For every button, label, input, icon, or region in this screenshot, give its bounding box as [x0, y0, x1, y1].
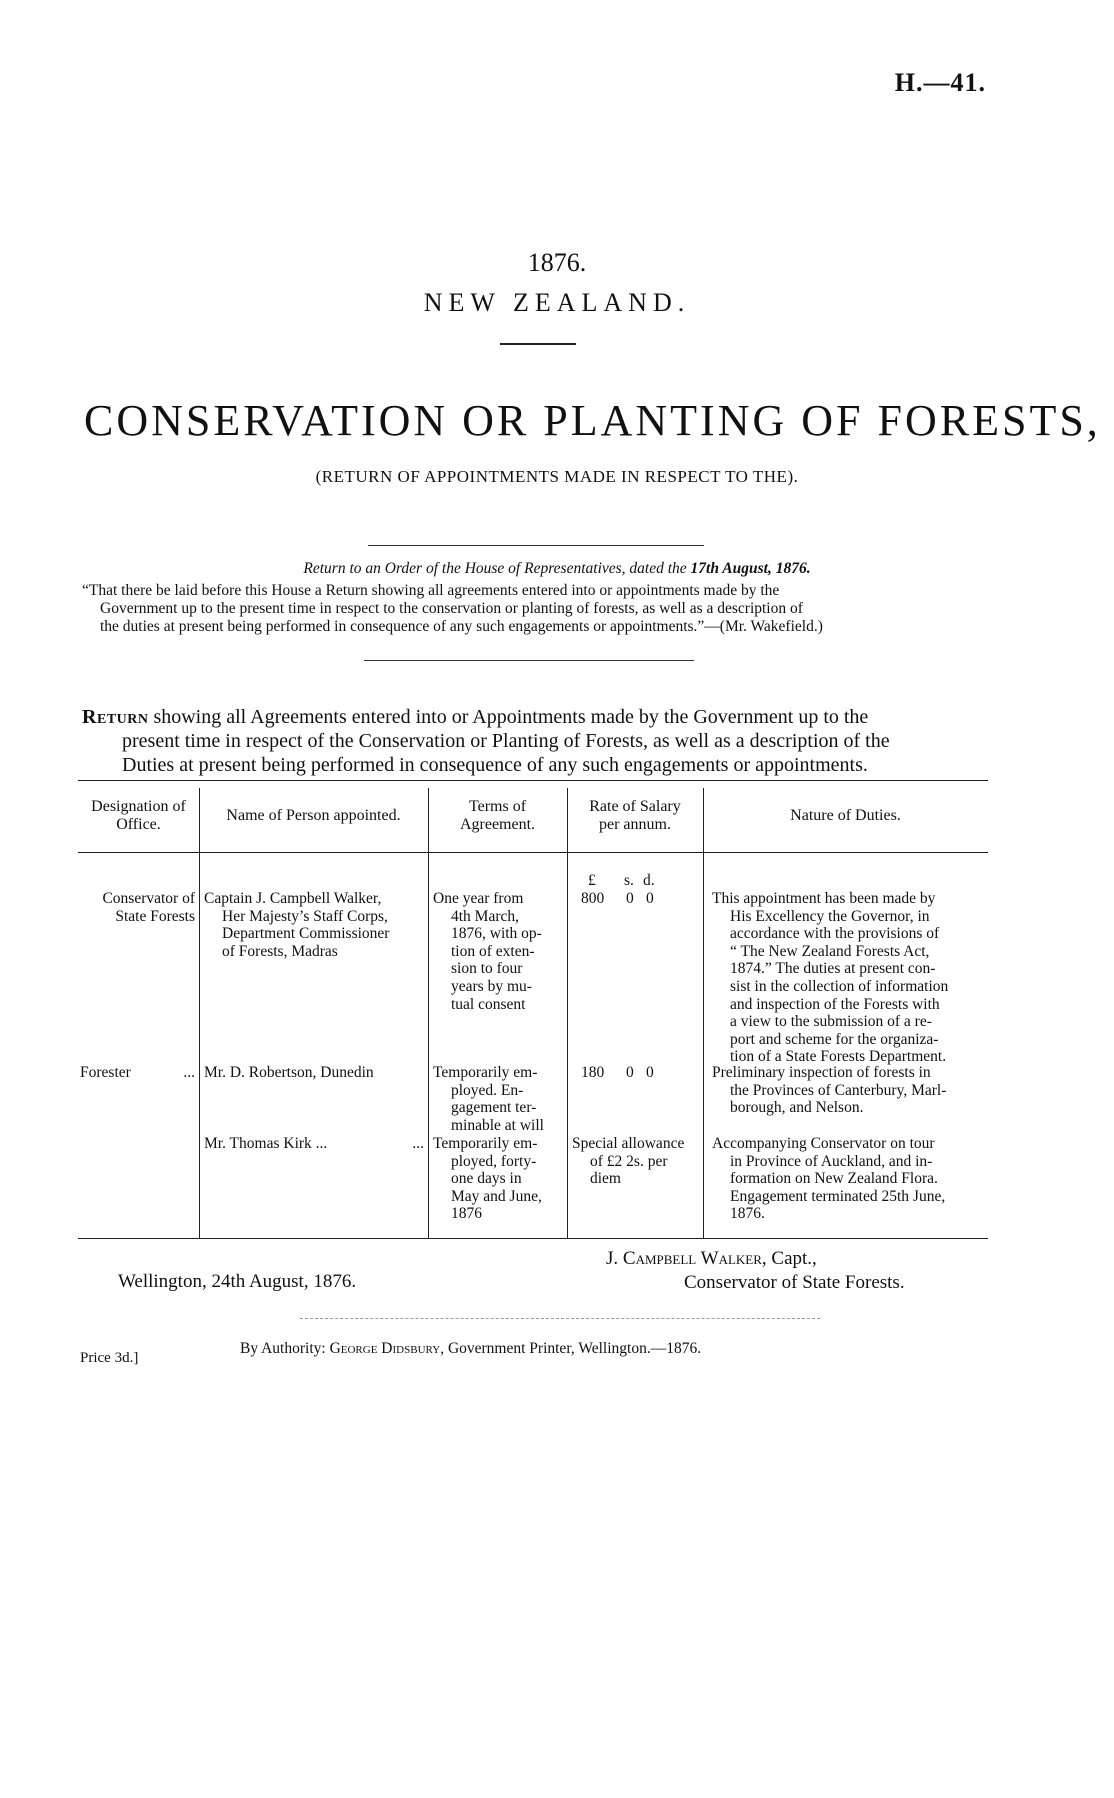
salary-cell: [572, 1135, 700, 1188]
subtitle: (RETURN OF APPOINTMENTS MADE IN RESPECT TO THE).: [315, 467, 799, 486]
appointments-table: [78, 780, 988, 1240]
signatory-initial: J.: [606, 1248, 623, 1269]
salary-pence: 0: [646, 1064, 654, 1081]
column-divider: [567, 788, 568, 1238]
name-cell: [204, 1064, 424, 1082]
cell-line: 4th March,: [451, 907, 520, 925]
quote-line: “That there be laid before this House a Return showing all agreements entered into or appointments made by the: [82, 582, 780, 599]
pence-label: d.: [643, 872, 655, 889]
printer-prefix: By Authority:: [240, 1340, 330, 1357]
cell-line: 1874.” The duties at present con-: [730, 960, 936, 978]
order-reference: [0, 560, 1114, 578]
designation-cell: [80, 1064, 195, 1082]
printer-suffix: , Government Printer, Wellington.—1876.: [440, 1340, 702, 1357]
cell-line: Mr. Thomas Kirk ...: [204, 1135, 328, 1152]
header-designation: [78, 798, 199, 834]
cell-line: years by mu-: [451, 977, 532, 995]
order-date: 17th August, 1876.: [690, 560, 811, 577]
salary-pounds: 800: [581, 890, 605, 907]
cell-line: ployed. En-: [451, 1081, 524, 1099]
document-reference: H.—41.: [894, 68, 986, 97]
name-cell: [204, 890, 424, 960]
signatory: [606, 1248, 817, 1270]
main-title: CONSERVATION OR PLANTING OF FORESTS,: [84, 396, 1101, 445]
terms-cell: [433, 1064, 561, 1134]
cell-line: borough, and Nelson.: [730, 1099, 864, 1117]
cell-line: Engagement terminated 25th June,: [730, 1187, 946, 1205]
cell-line: gagement ter-: [451, 1099, 537, 1117]
name-cell: [204, 1135, 424, 1153]
cell-line: tion of a State Forests Department.: [730, 1048, 947, 1066]
order-quote: [82, 582, 992, 636]
header-duties: Nature of Duties.: [790, 807, 901, 824]
leader-dots: ...: [183, 1064, 195, 1081]
signatory-title: Conservator of State Forests.: [684, 1272, 905, 1293]
header-text: Office.: [116, 816, 161, 833]
cell-line: His Excellency the Governor, in: [730, 907, 930, 925]
table-top-rule: [78, 780, 988, 781]
cell-line: This appointment has been made by: [712, 890, 936, 907]
return-line: Duties at present being performed in consequence of any such engagements or appointments.: [122, 754, 868, 776]
header-text: Agreement.: [459, 816, 536, 833]
cell-line: tual consent: [451, 995, 526, 1013]
cell-line: accordance with the provisions of: [730, 925, 940, 943]
cell-line: 1876, with op-: [451, 925, 542, 943]
cell-line: sist in the collection of information: [730, 977, 949, 995]
duties-cell: [712, 1135, 984, 1223]
cell-line: diem: [590, 1170, 621, 1188]
duties-cell: [712, 1064, 984, 1117]
terms-cell: [433, 1135, 561, 1223]
cell-line: of Forests, Madras: [222, 942, 338, 960]
cell-line: tion of exten-: [451, 942, 535, 960]
cell-line: 1876: [451, 1205, 482, 1223]
place-date: Wellington, 24th August, 1876.: [118, 1271, 357, 1292]
cell-line: a view to the submission of a re-: [730, 1013, 932, 1031]
designation-cell: [80, 890, 195, 925]
divider-dashed: [300, 1318, 820, 1319]
cell-line: Her Majesty’s Staff Corps,: [222, 907, 388, 925]
cell-line: 1876.: [730, 1205, 765, 1223]
cell-line: the Provinces of Canterbury, Marl-: [730, 1081, 947, 1099]
table-header-rule: [78, 852, 988, 853]
salary-pounds: 180: [581, 1064, 605, 1081]
leader-dots: ...: [412, 1135, 424, 1152]
cell-line: Forester: [80, 1064, 131, 1081]
header-text: Rate of Salary: [589, 798, 681, 815]
cell-line: in Province of Auckland, and in-: [730, 1152, 933, 1170]
cell-line: Special allowance: [572, 1135, 685, 1152]
header-terms: [428, 798, 567, 834]
cell-line: of £2 2s. per: [590, 1152, 668, 1170]
terms-cell: [433, 890, 561, 1013]
cell-line: State Forests: [115, 907, 195, 925]
salary-pence: 0: [646, 890, 654, 907]
cell-line: formation on New Zealand Flora.: [730, 1170, 938, 1188]
cell-line: ployed, forty-: [451, 1152, 537, 1170]
return-line: present time in respect of the Conservation or Planting of Forests, as well as a description of the: [122, 730, 890, 752]
divider-short: [500, 343, 576, 345]
cell-line: “ The New Zealand Forests Act,: [730, 942, 930, 960]
signatory-rank: , Capt.,: [761, 1248, 817, 1269]
shillings-label: s.: [624, 872, 634, 889]
header-text: Terms of: [468, 798, 527, 815]
signatory-name: Campbell Walker: [622, 1248, 762, 1269]
duties-cell: [712, 890, 984, 1066]
header-text: Designation of: [91, 798, 186, 815]
return-description: [82, 705, 992, 777]
country-heading: NEW ZEALAND.: [423, 288, 691, 317]
cell-line: Department Commissioner: [222, 925, 390, 943]
column-divider: [428, 788, 429, 1238]
cell-line: Temporarily em-: [433, 1064, 538, 1081]
pounds-symbol: £: [588, 872, 596, 889]
quote-line: Government up to the present time in respect to the conservation or planting of forests, as well as a description of: [100, 600, 803, 617]
header-name: Name of Person appointed.: [226, 807, 401, 824]
price-note: Price 3d.]: [80, 1350, 139, 1366]
cell-line: Conservator of: [102, 890, 195, 907]
cell-line: one days in: [451, 1170, 522, 1188]
column-divider: [199, 788, 200, 1238]
cell-line: May and June,: [451, 1187, 542, 1205]
cell-line: Temporarily em-: [433, 1135, 538, 1152]
salary-shillings: 0: [626, 890, 634, 907]
return-line: showing all Agreements entered into or Appointments made by the Government up to the: [148, 706, 869, 728]
year-heading: 1876.: [527, 248, 587, 277]
cell-line: Captain J. Campbell Walker,: [204, 890, 382, 907]
cell-line: Preliminary inspection of forests in: [712, 1064, 931, 1081]
printer-imprint: [240, 1340, 701, 1358]
return-lead-word: Return: [82, 706, 149, 728]
table-bottom-rule: [78, 1238, 988, 1239]
header-text: per annum.: [599, 816, 671, 833]
quote-line: the duties at present being performed in consequence of any such engagements or appointments.”—(Mr. Wakefield.): [100, 618, 823, 635]
cell-line: sion to four: [451, 960, 523, 978]
cell-line: One year from: [433, 890, 524, 907]
cell-line: port and scheme for the organiza-: [730, 1030, 939, 1048]
divider-upper: [368, 545, 704, 546]
salary-shillings: 0: [626, 1064, 634, 1081]
cell-line: Mr. D. Robertson, Dunedin: [204, 1064, 374, 1081]
column-divider: [703, 788, 704, 1238]
cell-line: and inspection of the Forests with: [730, 995, 940, 1013]
cell-line: minable at will: [451, 1116, 544, 1134]
order-prefix: Return to an Order of the House of Representatives, dated the: [303, 560, 691, 577]
divider-lower: [364, 660, 694, 661]
cell-line: Accompanying Conservator on tour: [712, 1135, 935, 1152]
printer-name: George Didsbury: [329, 1340, 441, 1357]
header-salary: [567, 798, 703, 834]
